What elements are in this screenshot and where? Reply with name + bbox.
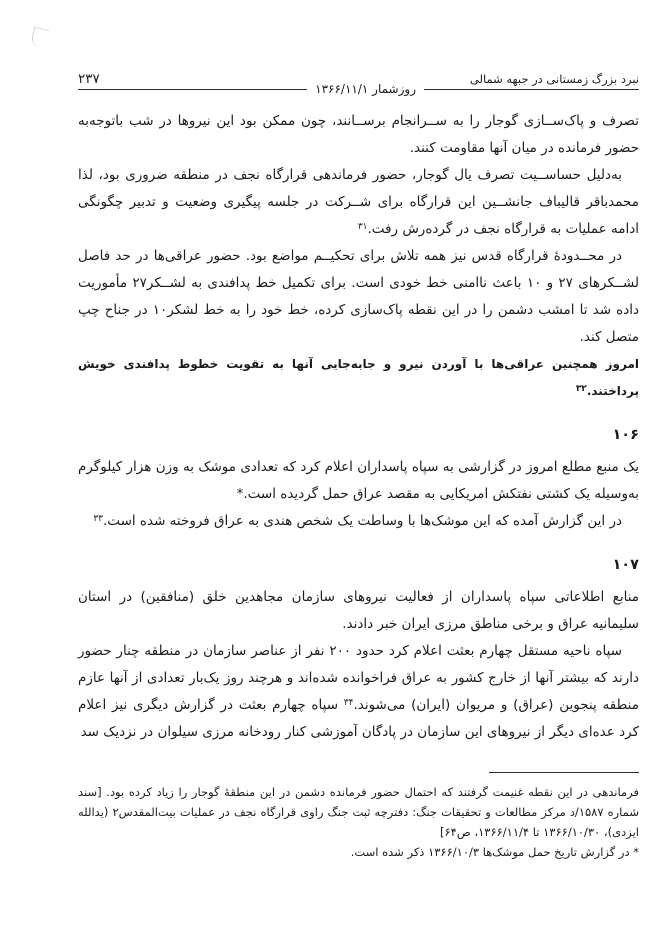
chronicle-date: روزشمار ۱۳۶۶/۱۱/۱ xyxy=(307,82,424,96)
footnote-star: * در گزارش تاریخ حمل موشک‌ها ۱۳۶۶/۱۰/۳ ذکر شده است. xyxy=(350,845,639,859)
paragraph xyxy=(78,638,639,746)
footnotes-block xyxy=(78,772,639,862)
footnote-ref-32: ۳۲ xyxy=(575,384,587,394)
scan-artifact xyxy=(30,26,49,48)
paragraph: منابع اطلاعاتی سپاه پاسداران از فعالیت نیروهای سازمان مجاهدین خلق (منافقین) در استان سلیمانیه عراق و برخی مناطق مرزی ایران خبر دادند. xyxy=(78,589,639,632)
footnote-ref-31: ۳۱ xyxy=(357,222,368,232)
paragraph-text: امروز همچنین عراقی‌ها با آوردن نیرو و جابه‌جایی آنها به تقویت خطوط پدافندی خویش پرداختند. xyxy=(78,357,639,398)
paragraph: در محــدودۀ قرارگاه قدس نیز همه تلاش برای تحکیــم مواضع بود. حضور عراقی‌ها در حد فاصل لشــکرهای ۲۷ و ۱۰ باعث ناامنی خط خودی است. برای تکمیل خط پدافندی به لشــکر۲۷ مأموریت داده شد تا امشب دشمن را در این نقطه پاک‌سازی کرده، خط خود را به خط لشکر۱۰ در جناح چپ متصل کند. xyxy=(78,248,639,345)
page-header xyxy=(78,64,639,98)
section-number-107: ۱۰۷ xyxy=(612,557,639,573)
paragraph-text: به‌دلیل حساســیت تصرف یال گوجار، حضور فرماندهی قرارگاه نجف در منطقه ضروری بود، لذا محمدباقر قالیباف جانشــین این قرارگاه برای شــرکت در جلسه پیگیری وضعیت و تدبیر چگونگی ادامه عملیات به قرارگاه نجف در گرده‌رش رفت. xyxy=(78,167,639,237)
footnote-separator xyxy=(489,772,639,773)
paragraph-emphasis xyxy=(78,351,639,405)
page-body xyxy=(78,108,639,746)
footnote-ref-33: ۳۳ xyxy=(93,514,104,524)
paragraph-text: در این گزارش آمده که این موشک‌ها با وساطت یک شخص هندی به عراق فروخته شده است. xyxy=(103,513,622,529)
paragraph xyxy=(78,508,639,535)
paragraph-text: سپاه ناحیه مستقل چهارم بعثت اعلام کرد حدود ۲۰۰ نفر از عناصر سازمان در منطقه چنار حضور دارند که بیشتر آنها از خارج کشور به عراق فراخوانده شده‌اند و هرچند روز یک‌بار تعدادی از آنها عازم منطقه پنجوین (عراق) و مریوان (ایران) می‌شوند. xyxy=(78,643,639,713)
paragraph-text: سپاه چهارم بعثت در گزارش دیگری نیز اعلام کرد عده‌ای دیگر از نیروهای این سازمان در پادگان آموزشی کنار رودخانه مرزی سیلوان در نزدیک سد xyxy=(78,697,639,740)
paragraph: یک منبع مطلع امروز در گزارشی به سپاه پاسداران اعلام کرد که تعدادی موشک به وزن هزار کیلوگرم به‌وسیله یک کشتی نفتکش امریکایی به مقصد عراق حمل گردیده است.* xyxy=(78,459,639,502)
paragraph-continuation: تصرف و پاک‌ســازی گوجار را به ســرانجام برســانند، چون ممکن بود این نیروها در شب باتوجه‌به حضور فرمانده در میان آنها مقاومت کنند. xyxy=(78,113,639,156)
page-number: ۲۳۷ xyxy=(78,71,100,87)
running-title: نبرد بزرگ زمستانی در جبهه شمالی xyxy=(469,72,639,86)
section-number-106: ۱۰۶ xyxy=(612,427,639,443)
footnote-ref-34: ۳۴ xyxy=(343,698,354,708)
paragraph xyxy=(78,162,639,243)
footnote-continuation: فرماندهی در این نقطه غنیمت گرفتند که احتمال حضور فرمانده دشمن در این منطقۀ گوجار را زیاد کرده بود. [سند شماره ۱۵۸۷/د مرکز مطالعات و تحقیقات جنگ: دفترچه ثبت جنگ راوی قرارگاه نجف در عملیات بیت‌المقدس۲ (یدالله ایزدی)، ۱۳۶۶/۱۰/۳۰ تا ۱۳۶۶/۱۱/۴، ص۶۴] xyxy=(78,785,639,839)
